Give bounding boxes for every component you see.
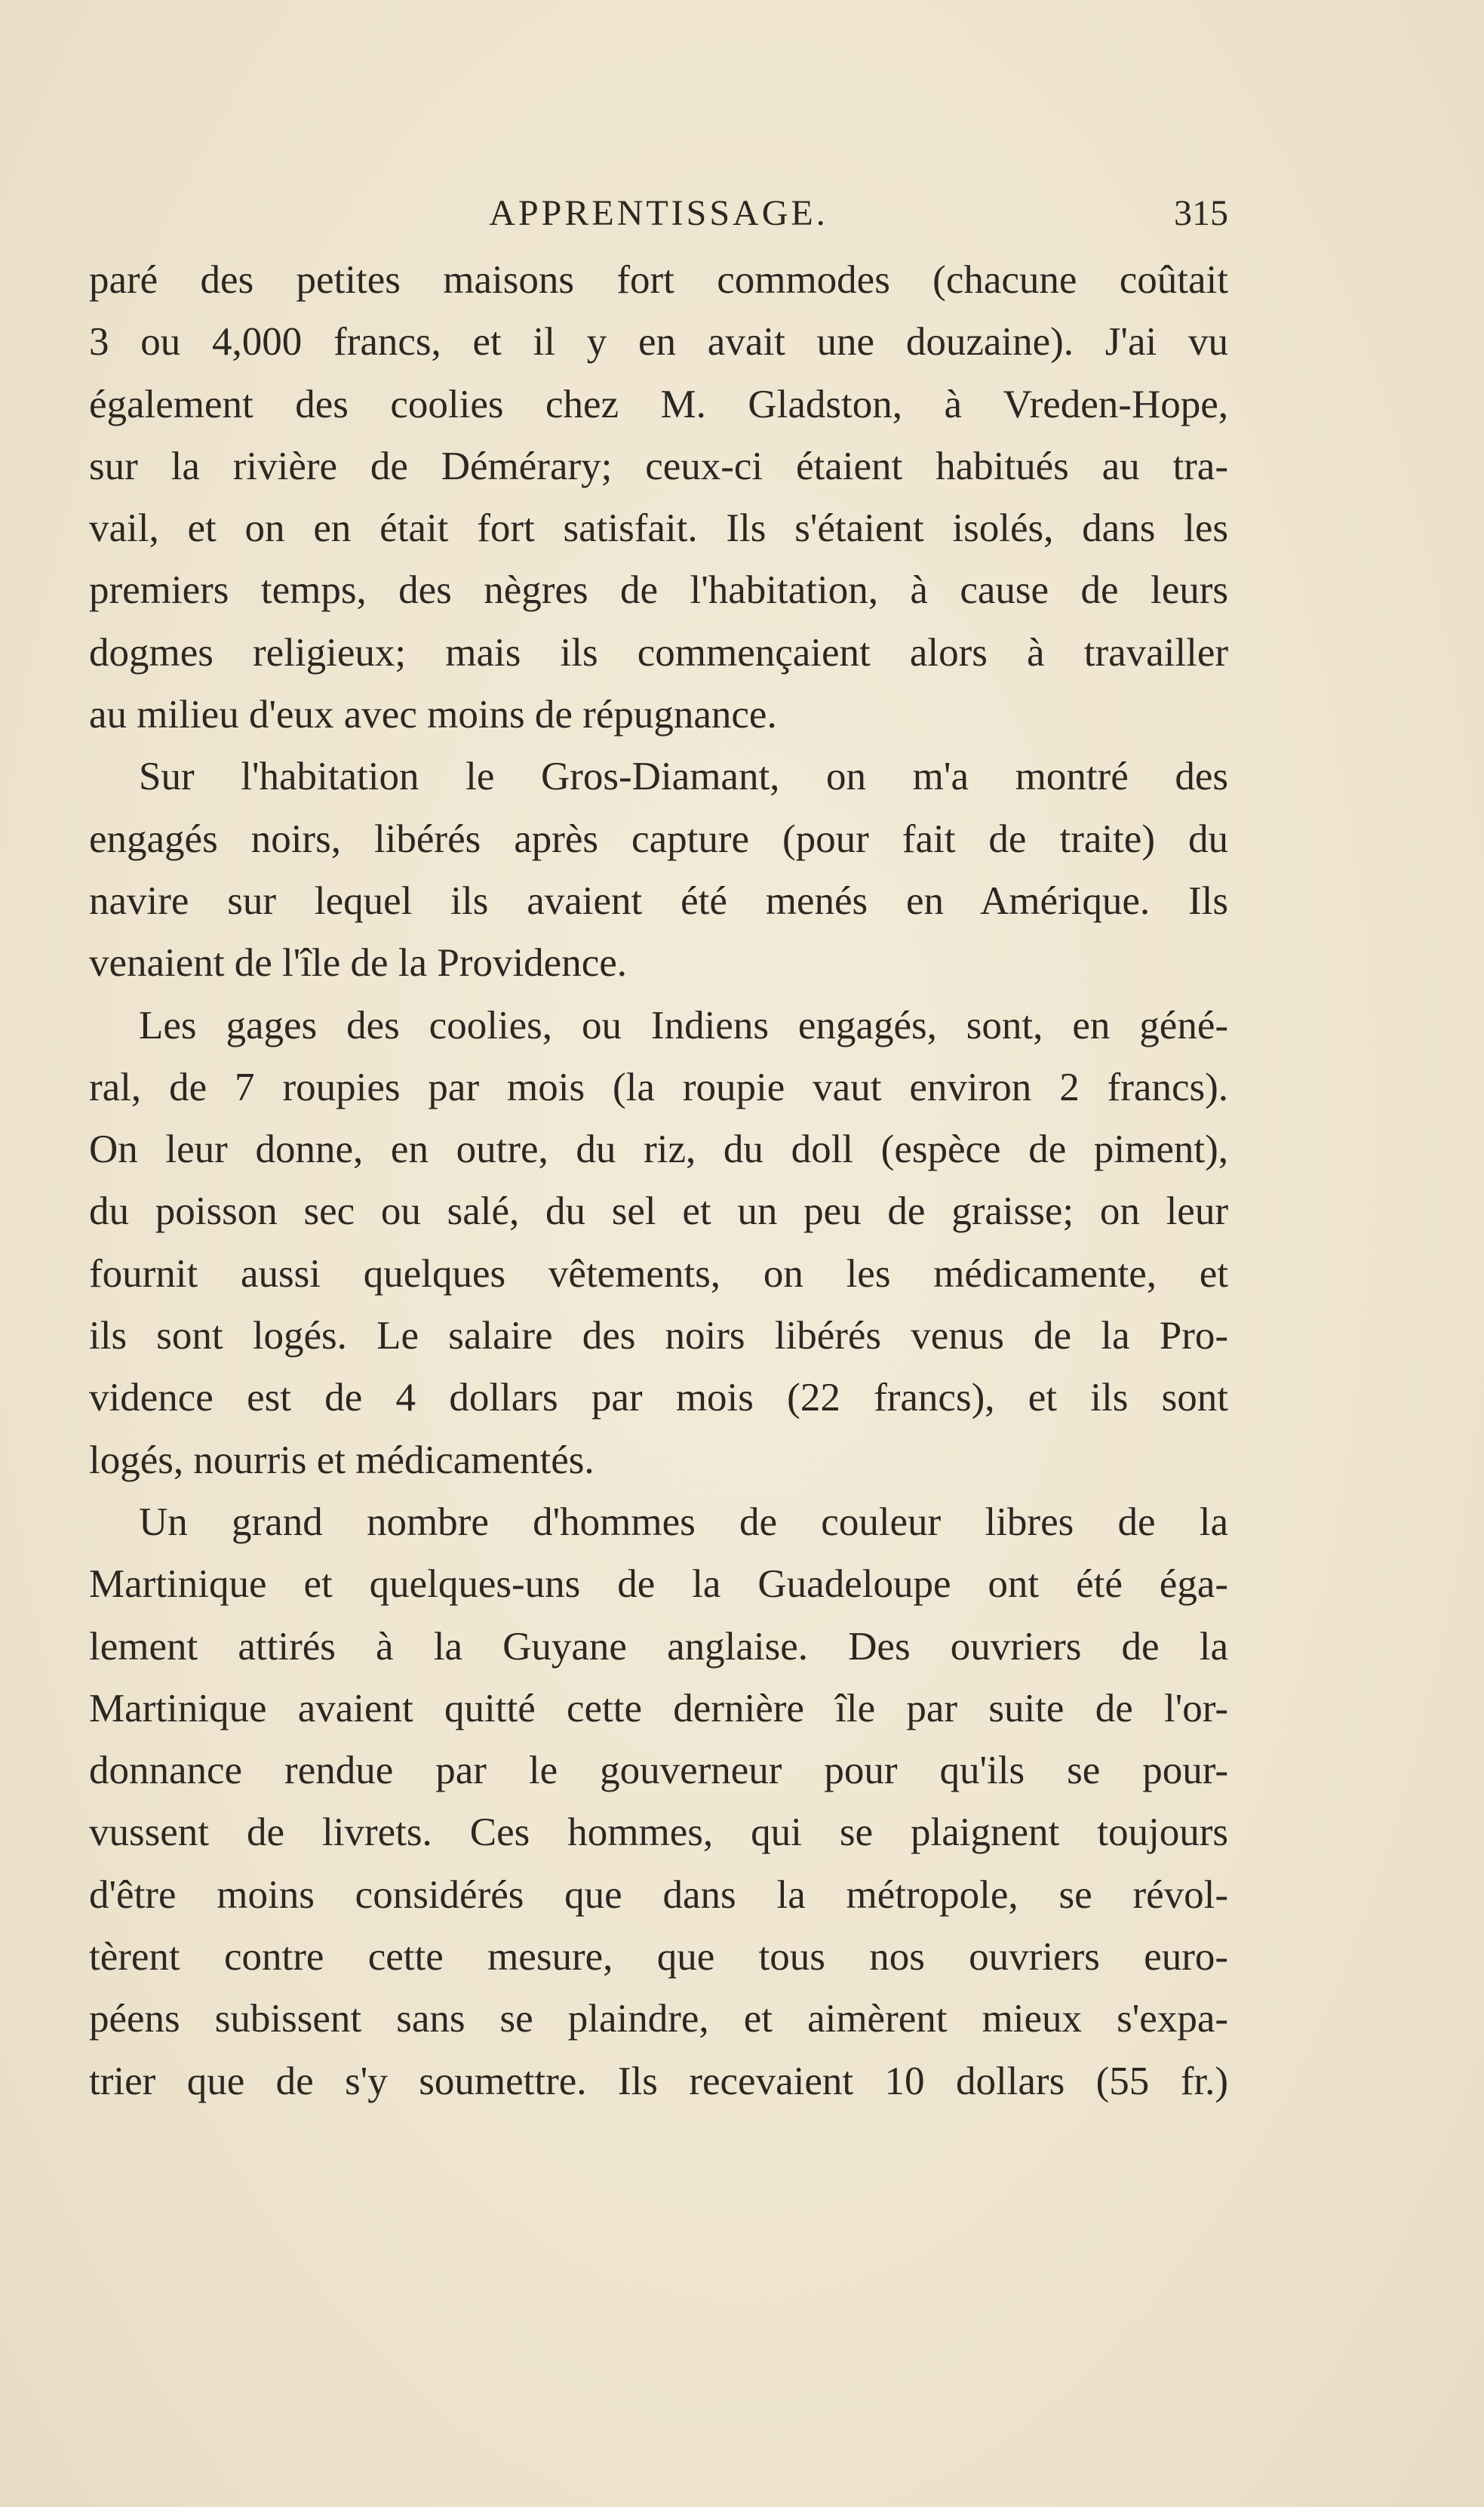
text-line: engagés noirs, libérés après capture (pour fait de traite) du xyxy=(89,817,1228,861)
text-line: Martinique avaient quitté cette dernière île par suite de l'or- xyxy=(89,1686,1228,1730)
text-line: Sur l'habitation le Gros-Diamant, on m'a montré des xyxy=(139,755,1228,799)
text-line: Les gages des coolies, ou Indiens engagés, sont, en géné- xyxy=(139,1003,1228,1047)
text-line: Martinique et quelques-uns de la Guadeloupe ont été éga- xyxy=(89,1562,1228,1607)
text-line: Un grand nombre d'hommes de couleur libres de la xyxy=(139,1500,1228,1544)
text-line: trier que de s'y soumettre. Ils recevaient 10 dollars (55 fr.) xyxy=(89,2059,1228,2103)
body-text xyxy=(89,249,1228,2112)
text-line: vussent de livrets. Ces hommes, qui se plaignent toujours xyxy=(89,1810,1228,1855)
text-line: logés, nourris et médicamentés. xyxy=(89,1438,595,1482)
text-line: paré des petites maisons fort commodes (chacune coûtait xyxy=(89,258,1228,302)
text-line: 3 ou 4,000 francs, et il y en avait une douzaine). J'ai vu xyxy=(89,320,1228,365)
text-line: vidence est de 4 dollars par mois (22 francs), et ils sont xyxy=(89,1376,1228,1420)
text-line: également des coolies chez M. Gladston, à Vreden-Hope, xyxy=(89,382,1228,426)
page-number: 315 xyxy=(1174,193,1228,233)
text-line: donnance rendue par le gouverneur pour qu'ils se pour- xyxy=(89,1749,1228,1793)
text-line: lement attirés à la Guyane anglaise. Des ouvriers de la xyxy=(89,1624,1228,1669)
text-line: navire sur lequel ils avaient été menés en Amérique. Ils xyxy=(89,878,1228,923)
text-line: On leur donne, en outre, du riz, du doll (espèce de piment), xyxy=(89,1127,1228,1172)
running-title: APPRENTISSAGE. xyxy=(489,193,828,233)
text-line: vail, et on en était fort satisfait. Ils s'étaient isolés, dans les xyxy=(89,506,1228,551)
text-line: ral, de 7 roupies par mois (la roupie vaut environ 2 francs). xyxy=(89,1065,1228,1109)
text-line: du poisson sec ou salé, du sel et un peu de graisse; on leur xyxy=(89,1189,1228,1234)
text-line: tèrent contre cette mesure, que tous nos ouvriers euro- xyxy=(89,1935,1228,1979)
text-line: fournit aussi quelques vêtements, on les médicamente, et xyxy=(89,1251,1228,1296)
text-line: péens subissent sans se plaindre, et aimèrent mieux s'expa- xyxy=(89,1997,1228,2041)
running-head xyxy=(89,187,1228,240)
text-line: premiers temps, des nègres de l'habitation, à cause de leurs xyxy=(89,568,1228,613)
text-line: dogmes religieux; mais ils commençaient alors à travailler xyxy=(89,630,1228,675)
text-line: au milieu d'eux avec moins de répugnance. xyxy=(89,693,777,737)
text-line: venaient de l'île de la Providence. xyxy=(89,941,627,986)
text-line: ils sont logés. Le salaire des noirs libérés venus de la Pro- xyxy=(89,1314,1228,1358)
text-line: d'être moins considérés que dans la métropole, se révol- xyxy=(89,1872,1228,1917)
text-line: sur la rivière de Démérary; ceux-ci étaient habitués au tra- xyxy=(89,444,1228,488)
